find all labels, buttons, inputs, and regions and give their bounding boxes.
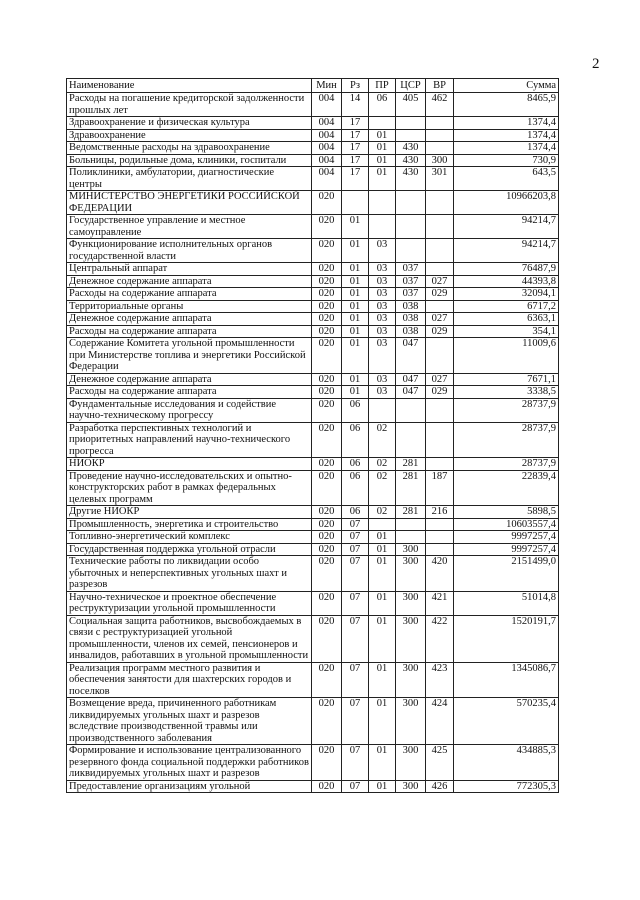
- cell-name: Ведомственные расходы на здравоохранение: [67, 142, 312, 155]
- cell-min: 020: [312, 780, 342, 793]
- table-row: [67, 263, 559, 276]
- table-row: [67, 470, 559, 506]
- cell-name: Фундаментальные исследования и содействие научно-техническому прогрессу: [67, 398, 312, 422]
- cell-vr: [426, 215, 454, 239]
- cell-pr: 01: [369, 556, 396, 592]
- cell-sum: 28737,9: [454, 398, 559, 422]
- cell-vr: 421: [426, 591, 454, 615]
- cell-min: 020: [312, 518, 342, 531]
- cell-csr: 300: [396, 615, 426, 662]
- cell-csr: 038: [396, 313, 426, 326]
- cell-rz: 01: [342, 288, 369, 301]
- cell-csr: [396, 117, 426, 130]
- cell-pr: [369, 518, 396, 531]
- cell-pr: 03: [369, 288, 396, 301]
- cell-min: 004: [312, 167, 342, 191]
- table-row: [67, 338, 559, 374]
- cell-rz: 07: [342, 780, 369, 793]
- cell-sum: 1374,4: [454, 129, 559, 142]
- cell-sum: 94214,7: [454, 239, 559, 263]
- cell-csr: [396, 531, 426, 544]
- cell-sum: 1520191,7: [454, 615, 559, 662]
- cell-vr: 187: [426, 470, 454, 506]
- cell-sum: 9997257,4: [454, 531, 559, 544]
- table-row: [67, 239, 559, 263]
- cell-name: Другие НИОКР: [67, 506, 312, 519]
- cell-min: 020: [312, 591, 342, 615]
- cell-pr: 01: [369, 543, 396, 556]
- cell-min: 004: [312, 154, 342, 167]
- cell-pr: 01: [369, 662, 396, 698]
- table-row: [67, 288, 559, 301]
- cell-csr: [396, 129, 426, 142]
- cell-name: Функционирование исполнительных органов государственной власти: [67, 239, 312, 263]
- cell-name: Предоставление организациям угольной: [67, 780, 312, 793]
- table-row: [67, 518, 559, 531]
- cell-rz: 17: [342, 154, 369, 167]
- cell-pr: 03: [369, 300, 396, 313]
- cell-vr: 301: [426, 167, 454, 191]
- table-row: [67, 93, 559, 117]
- cell-sum: 28737,9: [454, 458, 559, 471]
- table-row: [67, 129, 559, 142]
- cell-name: Технические работы по ликвидации особо убыточных и неперспективных угольных шахт и разрезов: [67, 556, 312, 592]
- cell-csr: 047: [396, 338, 426, 374]
- cell-min: 020: [312, 698, 342, 745]
- cell-csr: 405: [396, 93, 426, 117]
- cell-rz: 01: [342, 338, 369, 374]
- cell-sum: 76487,9: [454, 263, 559, 276]
- cell-sum: 1374,4: [454, 142, 559, 155]
- cell-vr: 422: [426, 615, 454, 662]
- cell-csr: 300: [396, 662, 426, 698]
- cell-pr: 01: [369, 129, 396, 142]
- cell-csr: 300: [396, 543, 426, 556]
- header-csr: ЦСР: [396, 79, 426, 93]
- table-row: [67, 458, 559, 471]
- table-row: [67, 117, 559, 130]
- cell-name: Денежное содержание аппарата: [67, 275, 312, 288]
- cell-rz: 06: [342, 506, 369, 519]
- cell-vr: [426, 239, 454, 263]
- cell-name: Денежное содержание аппарата: [67, 313, 312, 326]
- cell-vr: 029: [426, 325, 454, 338]
- cell-csr: 281: [396, 458, 426, 471]
- table-row: [67, 215, 559, 239]
- cell-min: 020: [312, 458, 342, 471]
- cell-sum: 1374,4: [454, 117, 559, 130]
- cell-rz: 06: [342, 458, 369, 471]
- cell-pr: 03: [369, 373, 396, 386]
- table-row: [67, 556, 559, 592]
- cell-min: 020: [312, 386, 342, 399]
- cell-csr: [396, 398, 426, 422]
- cell-name: Формирование и использование централизованного резервного фонда социальной поддержки работников ликвидируемых угольных шахт и разрезов: [67, 745, 312, 781]
- cell-min: 020: [312, 398, 342, 422]
- cell-name: Расходы на содержание аппарата: [67, 386, 312, 399]
- cell-name: Топливно-энергетический комплекс: [67, 531, 312, 544]
- header-rz: Рз: [342, 79, 369, 93]
- cell-sum: 570235,4: [454, 698, 559, 745]
- table-row: [67, 698, 559, 745]
- cell-vr: 216: [426, 506, 454, 519]
- header-vr: ВР: [426, 79, 454, 93]
- cell-csr: 281: [396, 506, 426, 519]
- cell-rz: 17: [342, 129, 369, 142]
- table-row: [67, 745, 559, 781]
- cell-vr: [426, 422, 454, 458]
- table-row: [67, 325, 559, 338]
- cell-csr: [396, 215, 426, 239]
- cell-min: 020: [312, 470, 342, 506]
- table-row: [67, 543, 559, 556]
- cell-min: 020: [312, 338, 342, 374]
- cell-pr: 03: [369, 325, 396, 338]
- cell-min: 020: [312, 531, 342, 544]
- cell-vr: 027: [426, 313, 454, 326]
- cell-min: 020: [312, 543, 342, 556]
- table-row: [67, 531, 559, 544]
- cell-csr: 430: [396, 142, 426, 155]
- cell-rz: 01: [342, 275, 369, 288]
- cell-pr: 03: [369, 239, 396, 263]
- cell-vr: 425: [426, 745, 454, 781]
- cell-sum: 8465,9: [454, 93, 559, 117]
- cell-rz: 07: [342, 698, 369, 745]
- cell-rz: 14: [342, 93, 369, 117]
- cell-vr: 027: [426, 275, 454, 288]
- cell-name: Больницы, родильные дома, клиники, госпитали: [67, 154, 312, 167]
- cell-pr: [369, 398, 396, 422]
- cell-name: Поликлиники, амбулатории, диагностические центры: [67, 167, 312, 191]
- cell-pr: 01: [369, 142, 396, 155]
- table-row: [67, 615, 559, 662]
- cell-csr: 300: [396, 745, 426, 781]
- table-body: [67, 93, 559, 793]
- cell-rz: 17: [342, 117, 369, 130]
- cell-csr: [396, 191, 426, 215]
- header-name: Наименование: [67, 79, 312, 93]
- cell-vr: [426, 458, 454, 471]
- cell-sum: 9997257,4: [454, 543, 559, 556]
- cell-vr: [426, 300, 454, 313]
- cell-min: 020: [312, 556, 342, 592]
- cell-vr: [426, 543, 454, 556]
- page-number: 2: [592, 56, 600, 72]
- cell-min: 020: [312, 191, 342, 215]
- cell-min: 020: [312, 239, 342, 263]
- header-min: Мин: [312, 79, 342, 93]
- cell-rz: 01: [342, 386, 369, 399]
- cell-sum: 94214,7: [454, 215, 559, 239]
- cell-csr: 300: [396, 780, 426, 793]
- cell-pr: 01: [369, 780, 396, 793]
- budget-table: [66, 78, 559, 793]
- cell-rz: 01: [342, 373, 369, 386]
- cell-rz: 07: [342, 745, 369, 781]
- cell-pr: 02: [369, 458, 396, 471]
- cell-pr: [369, 215, 396, 239]
- cell-name: Научно-техническое и проектное обеспечение реструктуризации угольной промышленности: [67, 591, 312, 615]
- cell-sum: 10603557,4: [454, 518, 559, 531]
- cell-sum: 1345086,7: [454, 662, 559, 698]
- cell-vr: [426, 117, 454, 130]
- cell-rz: 07: [342, 518, 369, 531]
- table-row: [67, 662, 559, 698]
- cell-csr: [396, 518, 426, 531]
- cell-name: Центральный аппарат: [67, 263, 312, 276]
- cell-name: Расходы на содержание аппарата: [67, 325, 312, 338]
- cell-pr: 02: [369, 422, 396, 458]
- cell-vr: 423: [426, 662, 454, 698]
- cell-pr: 01: [369, 591, 396, 615]
- table-row: [67, 154, 559, 167]
- table-row: [67, 142, 559, 155]
- cell-csr: 047: [396, 373, 426, 386]
- cell-sum: 51014,8: [454, 591, 559, 615]
- cell-rz: 07: [342, 543, 369, 556]
- cell-rz: [342, 191, 369, 215]
- cell-rz: 01: [342, 239, 369, 263]
- cell-vr: [426, 531, 454, 544]
- cell-csr: 430: [396, 154, 426, 167]
- cell-name: Расходы на погашение кредиторской задолженности прошлых лет: [67, 93, 312, 117]
- cell-sum: 730,9: [454, 154, 559, 167]
- table-row: [67, 780, 559, 793]
- cell-vr: [426, 129, 454, 142]
- cell-min: 020: [312, 373, 342, 386]
- cell-min: 020: [312, 263, 342, 276]
- cell-sum: 10966203,8: [454, 191, 559, 215]
- cell-pr: 01: [369, 167, 396, 191]
- cell-csr: 038: [396, 325, 426, 338]
- cell-min: 020: [312, 300, 342, 313]
- cell-rz: 07: [342, 591, 369, 615]
- cell-pr: [369, 117, 396, 130]
- cell-vr: [426, 191, 454, 215]
- cell-name: Здравоохранение: [67, 129, 312, 142]
- cell-rz: 01: [342, 263, 369, 276]
- cell-sum: 2151499,0: [454, 556, 559, 592]
- cell-name: Возмещение вреда, причиненного работникам ликвидируемых угольных шахт и разрезов вследствие производственной травмы или производственного заболевания: [67, 698, 312, 745]
- cell-pr: 03: [369, 263, 396, 276]
- cell-name: Социальная защита работников, высвобождаемых в связи с реструктуризацией угольной промышленности, членов их семей, пенсионеров и инвалидов, работавших в угольной промышленности: [67, 615, 312, 662]
- cell-sum: 434885,3: [454, 745, 559, 781]
- cell-sum: 772305,3: [454, 780, 559, 793]
- cell-vr: 420: [426, 556, 454, 592]
- cell-sum: 6717,2: [454, 300, 559, 313]
- cell-rz: 06: [342, 422, 369, 458]
- cell-min: 020: [312, 745, 342, 781]
- table-row: [67, 506, 559, 519]
- cell-min: 020: [312, 275, 342, 288]
- cell-sum: 32094,1: [454, 288, 559, 301]
- cell-name: НИОКР: [67, 458, 312, 471]
- table-header-row: [67, 79, 559, 93]
- cell-rz: 07: [342, 531, 369, 544]
- table-row: [67, 300, 559, 313]
- cell-sum: 11009,6: [454, 338, 559, 374]
- cell-rz: 07: [342, 662, 369, 698]
- cell-sum: 6363,1: [454, 313, 559, 326]
- cell-rz: 17: [342, 167, 369, 191]
- cell-pr: 02: [369, 506, 396, 519]
- cell-sum: 5898,5: [454, 506, 559, 519]
- cell-vr: [426, 398, 454, 422]
- table-row: [67, 167, 559, 191]
- cell-pr: 01: [369, 745, 396, 781]
- cell-vr: [426, 263, 454, 276]
- cell-vr: [426, 518, 454, 531]
- cell-name: Здравоохранение и физическая культура: [67, 117, 312, 130]
- cell-name: Содержание Комитета угольной промышленности при Министерстве топлива и энергетики Российской Федерации: [67, 338, 312, 374]
- cell-rz: 01: [342, 300, 369, 313]
- table-row: [67, 386, 559, 399]
- cell-rz: 07: [342, 556, 369, 592]
- cell-pr: 01: [369, 531, 396, 544]
- cell-csr: 037: [396, 263, 426, 276]
- cell-rz: 01: [342, 215, 369, 239]
- cell-name: Территориальные органы: [67, 300, 312, 313]
- cell-vr: 029: [426, 386, 454, 399]
- cell-name: Проведение научно-исследовательских и опытно-конструкторских работ в рамках федеральных целевых программ: [67, 470, 312, 506]
- cell-rz: 06: [342, 470, 369, 506]
- cell-csr: 300: [396, 591, 426, 615]
- cell-pr: 01: [369, 154, 396, 167]
- cell-name: МИНИСТЕРСТВО ЭНЕРГЕТИКИ РОССИЙСКОЙ ФЕДЕРАЦИИ: [67, 191, 312, 215]
- cell-name: Государственное управление и местное самоуправление: [67, 215, 312, 239]
- cell-vr: 027: [426, 373, 454, 386]
- cell-sum: 44393,8: [454, 275, 559, 288]
- cell-min: 020: [312, 288, 342, 301]
- cell-name: Реализация программ местного развития и обеспечения занятости для шахтерских городов и поселков: [67, 662, 312, 698]
- cell-pr: 03: [369, 386, 396, 399]
- cell-rz: 01: [342, 313, 369, 326]
- cell-vr: 029: [426, 288, 454, 301]
- cell-vr: 300: [426, 154, 454, 167]
- cell-name: Денежное содержание аппарата: [67, 373, 312, 386]
- header-sum: Сумма: [454, 79, 559, 93]
- cell-min: 020: [312, 662, 342, 698]
- cell-name: Промышленность, энергетика и строительство: [67, 518, 312, 531]
- cell-csr: 037: [396, 275, 426, 288]
- cell-csr: [396, 422, 426, 458]
- cell-min: 004: [312, 129, 342, 142]
- cell-min: 004: [312, 93, 342, 117]
- cell-name: Разработка перспективных технологий и приоритетных направлений научно-технического прогресса: [67, 422, 312, 458]
- cell-vr: 462: [426, 93, 454, 117]
- cell-rz: 01: [342, 325, 369, 338]
- cell-pr: 02: [369, 470, 396, 506]
- cell-name: Расходы на содержание аппарата: [67, 288, 312, 301]
- cell-vr: 424: [426, 698, 454, 745]
- cell-name: Государственная поддержка угольной отрасли: [67, 543, 312, 556]
- cell-vr: 426: [426, 780, 454, 793]
- cell-rz: 17: [342, 142, 369, 155]
- table-row: [67, 398, 559, 422]
- cell-csr: [396, 239, 426, 263]
- table-row: [67, 191, 559, 215]
- cell-min: 020: [312, 422, 342, 458]
- cell-sum: 3338,5: [454, 386, 559, 399]
- cell-pr: [369, 191, 396, 215]
- cell-vr: [426, 142, 454, 155]
- cell-sum: 28737,9: [454, 422, 559, 458]
- cell-pr: 06: [369, 93, 396, 117]
- cell-pr: 03: [369, 275, 396, 288]
- cell-pr: 01: [369, 698, 396, 745]
- cell-csr: 047: [396, 386, 426, 399]
- table-row: [67, 422, 559, 458]
- cell-csr: 037: [396, 288, 426, 301]
- cell-csr: 300: [396, 556, 426, 592]
- cell-sum: 354,1: [454, 325, 559, 338]
- cell-rz: 07: [342, 615, 369, 662]
- table-row: [67, 373, 559, 386]
- cell-pr: 01: [369, 615, 396, 662]
- cell-min: 020: [312, 615, 342, 662]
- cell-vr: [426, 338, 454, 374]
- cell-min: 020: [312, 313, 342, 326]
- cell-min: 020: [312, 325, 342, 338]
- table-row: [67, 591, 559, 615]
- cell-rz: 06: [342, 398, 369, 422]
- cell-sum: 7671,1: [454, 373, 559, 386]
- cell-csr: 430: [396, 167, 426, 191]
- cell-csr: 038: [396, 300, 426, 313]
- header-pr: ПР: [369, 79, 396, 93]
- cell-csr: 300: [396, 698, 426, 745]
- table-row: [67, 313, 559, 326]
- cell-min: 020: [312, 506, 342, 519]
- table-row: [67, 275, 559, 288]
- cell-sum: 643,5: [454, 167, 559, 191]
- cell-min: 020: [312, 215, 342, 239]
- cell-pr: 03: [369, 313, 396, 326]
- cell-min: 004: [312, 142, 342, 155]
- cell-min: 004: [312, 117, 342, 130]
- cell-pr: 03: [369, 338, 396, 374]
- cell-sum: 22839,4: [454, 470, 559, 506]
- cell-csr: 281: [396, 470, 426, 506]
